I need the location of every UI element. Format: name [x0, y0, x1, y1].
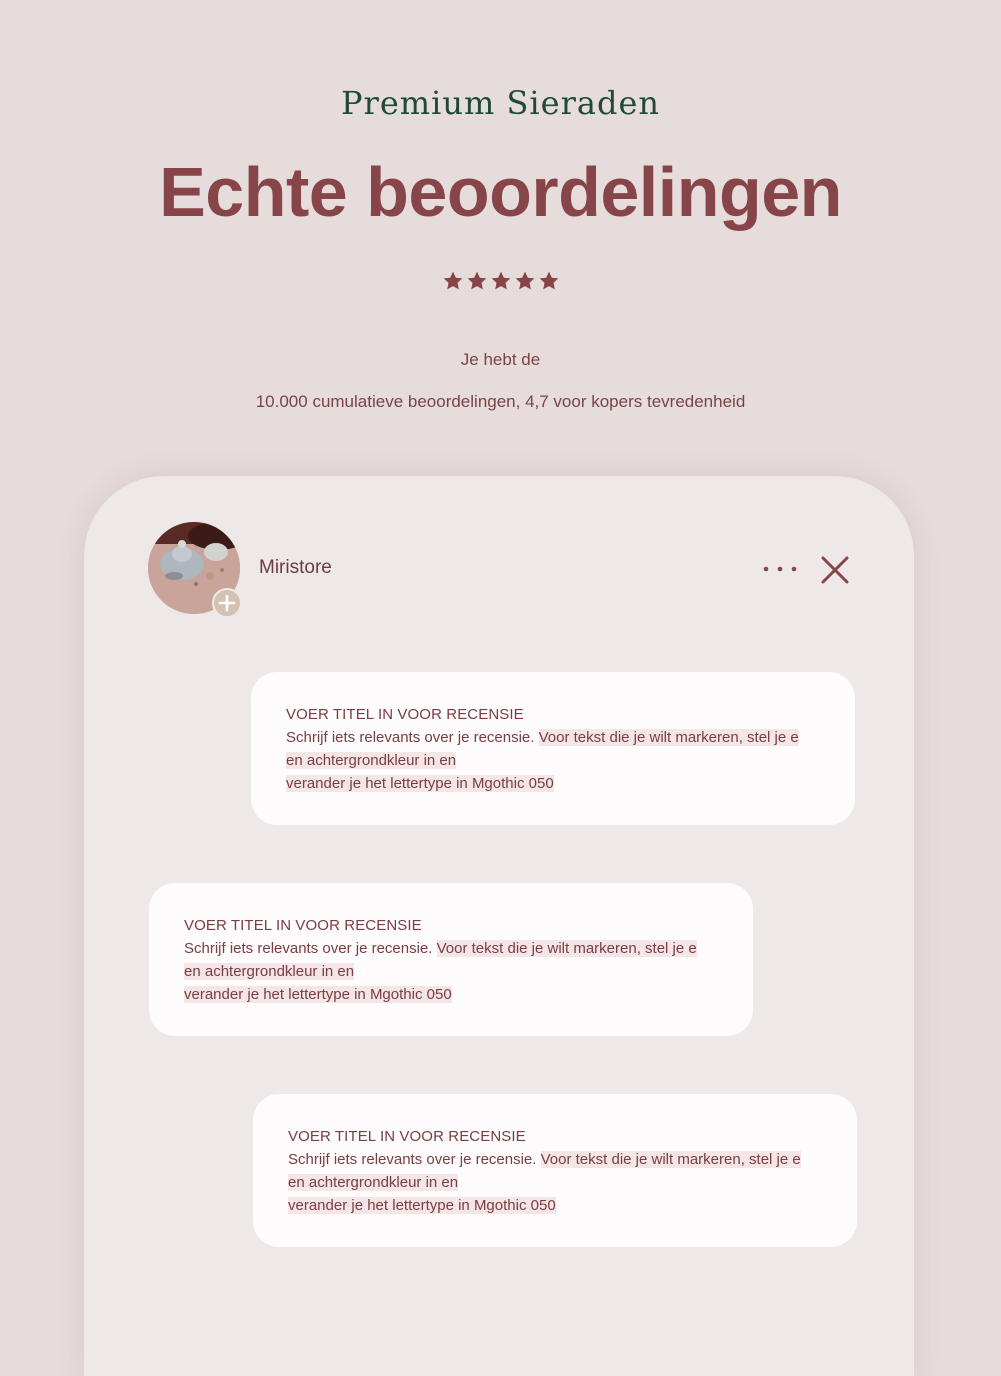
more-dots-icon — [760, 562, 800, 576]
plus-icon — [214, 590, 240, 616]
star-icon — [538, 270, 560, 292]
review-highlight: verander je het lettertype in Mgothic 050 — [288, 1197, 556, 1214]
review-title: VOER TITEL IN VOOR RECENSIE — [288, 1128, 526, 1145]
subtitle-line-2: 10.000 cumulatieve beoordelingen, 4,7 voor kopers tevredenheid — [255, 392, 746, 411]
phone-frame — [84, 476, 914, 1376]
review-card — [251, 672, 855, 825]
subtitle-line-1: Je hebt de — [460, 350, 541, 369]
review-card — [149, 883, 753, 1036]
review-highlight: Voor tekst die je wilt markeren, stel je e — [538, 729, 799, 746]
review-highlight: verander je het lettertype in Mgothic 050 — [184, 986, 452, 1003]
close-icon — [819, 554, 851, 586]
brand-name: Premium Sieraden — [341, 84, 660, 122]
review-highlight: Voor tekst die je wilt markeren, stel je e — [540, 1151, 801, 1168]
star-icon — [442, 270, 464, 292]
star-icon — [466, 270, 488, 292]
review-title: VOER TITEL IN VOOR RECENSIE — [286, 706, 524, 723]
add-story-button[interactable] — [212, 588, 242, 618]
review-highlight: en achtergrondkleur in en — [184, 963, 355, 980]
page-title: Echte beoordelingen — [159, 153, 842, 231]
review-body: Schrijf iets relevants over je recensie. Voor tekst die je wilt markeren, stel je e en achtergrondkleur in en verander je het lettertype in Mgothic 050 — [286, 729, 799, 792]
review-highlight: en achtergrondkleur in en — [286, 752, 457, 769]
close-button[interactable] — [819, 554, 851, 586]
review-card — [253, 1094, 857, 1247]
review-body: Schrijf iets relevants over je recensie. Voor tekst die je wilt markeren, stel je e en achtergrondkleur in en verander je het lettertype in Mgothic 050 — [184, 940, 697, 1003]
review-highlight: Voor tekst die je wilt markeren, stel je e — [436, 940, 697, 957]
review-highlight: verander je het lettertype in Mgothic 050 — [286, 775, 554, 792]
star-icon — [514, 270, 536, 292]
review-body: Schrijf iets relevants over je recensie. Voor tekst die je wilt markeren, stel je e en achtergrondkleur in en verander je het lettertype in Mgothic 050 — [288, 1151, 801, 1214]
star-icon — [490, 270, 512, 292]
review-highlight: en achtergrondkleur in en — [288, 1174, 459, 1191]
more-options-button[interactable] — [760, 562, 800, 576]
rating-stars — [0, 270, 1001, 292]
store-name[interactable]: Miristore — [259, 557, 332, 578]
review-title: VOER TITEL IN VOOR RECENSIE — [184, 917, 422, 934]
